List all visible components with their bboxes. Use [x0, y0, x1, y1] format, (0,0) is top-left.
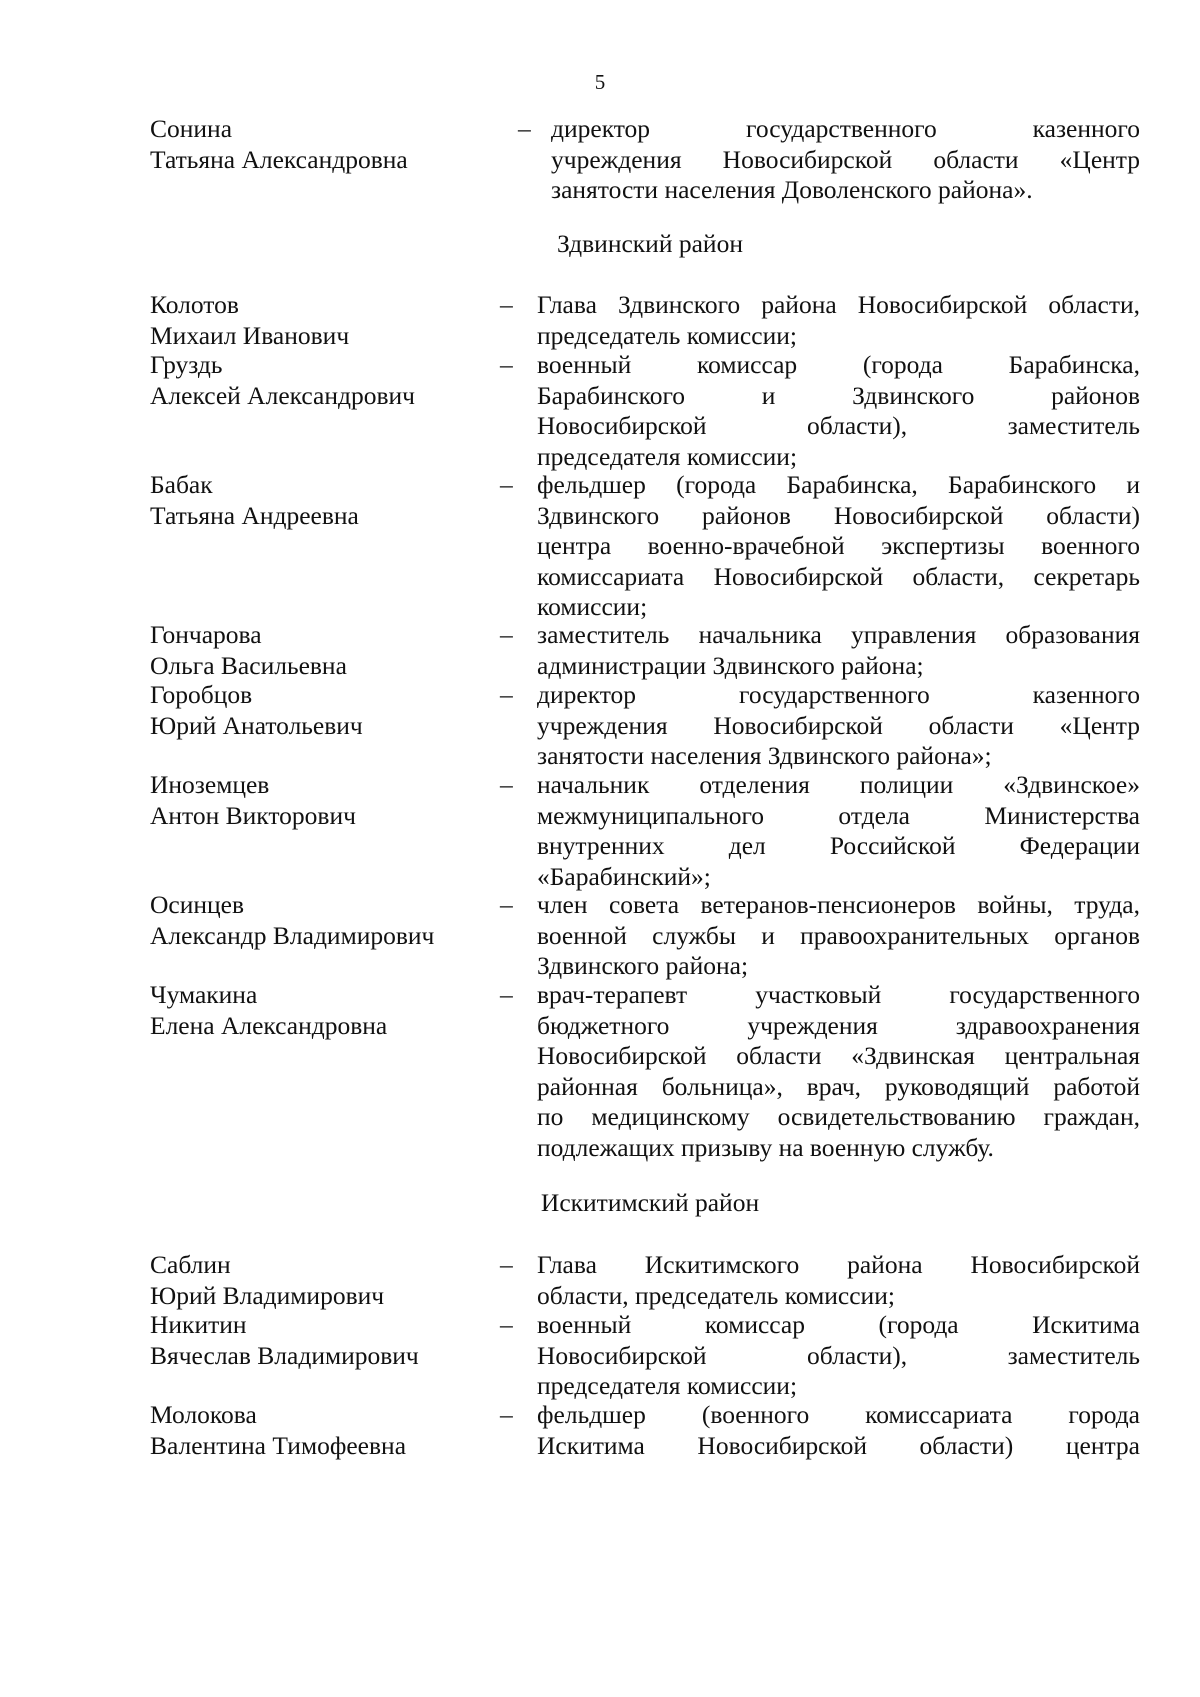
member-surname: Чумакина: [150, 980, 258, 1009]
member-name: [150, 770, 495, 831]
position-line: внутренних дел Российской Федерации: [537, 831, 1140, 860]
dash-separator: –: [500, 1250, 513, 1279]
section-title: Здвинский район: [557, 229, 743, 258]
position-line: районная больница», врач, руководящий работой: [537, 1071, 1140, 1101]
position-line: Глава Искитимского района Новосибирской: [537, 1250, 1140, 1279]
member-surname: Осинцев: [150, 890, 245, 919]
dash-separator: –: [500, 290, 513, 319]
member-given-names: Ольга Васильевна: [150, 650, 347, 680]
member-given-names: Вячеслав Владимирович: [150, 1340, 419, 1370]
position-line: председателя комиссии;: [537, 441, 798, 471]
member-given-names: Александр Владимирович: [150, 920, 435, 950]
position-line: по медицинскому освидетельствованию граждан,: [537, 1102, 1140, 1131]
position-line: военный комиссар (города Искитима: [537, 1310, 1140, 1339]
member-name: [150, 680, 495, 741]
position-line: области, председатель комиссии;: [537, 1280, 895, 1310]
position-line: председатель комиссии;: [537, 320, 797, 350]
member-surname: Колотов: [150, 290, 239, 319]
member-name: [150, 290, 495, 351]
member-position: [537, 680, 1140, 772]
member-name: [150, 980, 495, 1041]
position-line: Новосибирской области), заместитель: [537, 1340, 1140, 1370]
position-line: учреждения Новосибирской области «Центр: [551, 144, 1140, 174]
position-line: учреждения Новосибирской области «Центр: [537, 710, 1140, 740]
position-line: член совета ветеранов-пенсионеров войны, труда,: [537, 890, 1140, 919]
member-surname: Сонина: [150, 114, 233, 143]
member-name: [150, 114, 495, 175]
dash-separator: –: [500, 680, 513, 709]
dash-separator: –: [500, 980, 513, 1009]
position-line: фельдшер (военного комиссариата города: [537, 1400, 1140, 1429]
position-line: администрации Здвинского района;: [537, 650, 924, 680]
member-surname: Гончарова: [150, 620, 262, 649]
dash-separator: –: [500, 770, 513, 799]
section-title: Искитимский район: [540, 1188, 760, 1217]
member-surname: Иноземцев: [150, 770, 270, 799]
member-surname: Никитин: [150, 1310, 247, 1339]
position-line: военной службы и правоохранительных органов: [537, 920, 1140, 950]
position-line: межмуниципального отдела Министерства: [537, 800, 1140, 830]
member-name: [150, 890, 495, 951]
position-line: Здвинского районов Новосибирской области): [537, 500, 1140, 530]
dash-separator: –: [500, 1310, 513, 1339]
member-given-names: Юрий Владимирович: [150, 1280, 385, 1310]
member-name: [150, 1400, 495, 1461]
member-surname: Саблин: [150, 1250, 231, 1279]
position-line: подлежащих призыву на военную службу.: [537, 1132, 994, 1162]
member-position: [537, 890, 1140, 982]
position-line: военный комиссар (города Барабинска,: [537, 350, 1140, 379]
dash-separator: –: [500, 350, 513, 379]
member-name: [150, 620, 495, 681]
dash-separator: –: [500, 890, 513, 919]
position-line: занятости населения Здвинского района»;: [537, 741, 992, 770]
position-line: бюджетного учреждения здравоохранения: [537, 1010, 1140, 1040]
member-given-names: Елена Александровна: [150, 1010, 388, 1040]
member-position: [551, 114, 1140, 206]
member-position: [537, 620, 1140, 681]
member-name: [150, 1250, 495, 1311]
member-position: [537, 770, 1140, 892]
member-position: [537, 290, 1140, 351]
position-line: Глава Здвинского района Новосибирской области,: [537, 290, 1140, 319]
dash-separator: –: [500, 470, 513, 499]
member-surname: Горобцов: [150, 680, 253, 709]
member-position: [537, 1400, 1140, 1461]
position-line: Искитима Новосибирской области) центра: [537, 1430, 1140, 1460]
dash-separator: –: [500, 620, 513, 649]
member-given-names: Антон Викторович: [150, 800, 356, 830]
member-surname: Бабак: [150, 470, 213, 499]
position-line: «Барабинский»;: [537, 861, 711, 891]
position-line: директор государственного казенного: [537, 680, 1140, 709]
position-line: заместитель начальника управления образования: [537, 620, 1140, 649]
member-surname: Груздь: [150, 350, 223, 379]
position-line: директор государственного казенного: [551, 114, 1140, 143]
member-name: [150, 470, 495, 531]
member-given-names: Михаил Иванович: [150, 320, 350, 350]
member-surname: Молокова: [150, 1400, 257, 1429]
page-number: 5: [594, 70, 606, 94]
member-position: [537, 1250, 1140, 1311]
member-given-names: Алексей Александрович: [150, 380, 415, 410]
position-line: Новосибирской области), заместитель: [537, 411, 1140, 440]
position-line: Барабинского и Здвинского районов: [537, 380, 1140, 410]
position-line: центра военно-врачебной экспертизы военного: [537, 531, 1140, 560]
position-line: комиссии;: [537, 592, 648, 621]
position-line: Новосибирской области «Здвинская центральная: [537, 1041, 1140, 1070]
member-position: [537, 980, 1140, 1163]
member-given-names: Татьяна Андреевна: [150, 500, 359, 530]
member-given-names: Валентина Тимофеевна: [150, 1430, 407, 1460]
member-given-names: Юрий Анатольевич: [150, 710, 363, 740]
member-position: [537, 470, 1140, 623]
member-position: [537, 1310, 1140, 1402]
position-line: комиссариата Новосибирской области, секретарь: [537, 561, 1140, 591]
position-line: занятости населения Доволенского района».: [551, 175, 1033, 204]
member-name: [150, 1310, 495, 1371]
position-line: председателя комиссии;: [537, 1371, 798, 1400]
position-line: врач-терапевт участковый государственного: [537, 980, 1140, 1009]
member-name: [150, 350, 495, 411]
dash-separator: –: [500, 1400, 513, 1429]
position-line: фельдшер (города Барабинска, Барабинского и: [537, 470, 1140, 499]
member-given-names: Татьяна Александровна: [150, 144, 408, 174]
dash-separator: –: [518, 114, 531, 143]
position-line: начальник отделения полиции «Здвинское»: [537, 770, 1140, 799]
member-position: [537, 350, 1140, 472]
position-line: Здвинского района;: [537, 951, 749, 980]
